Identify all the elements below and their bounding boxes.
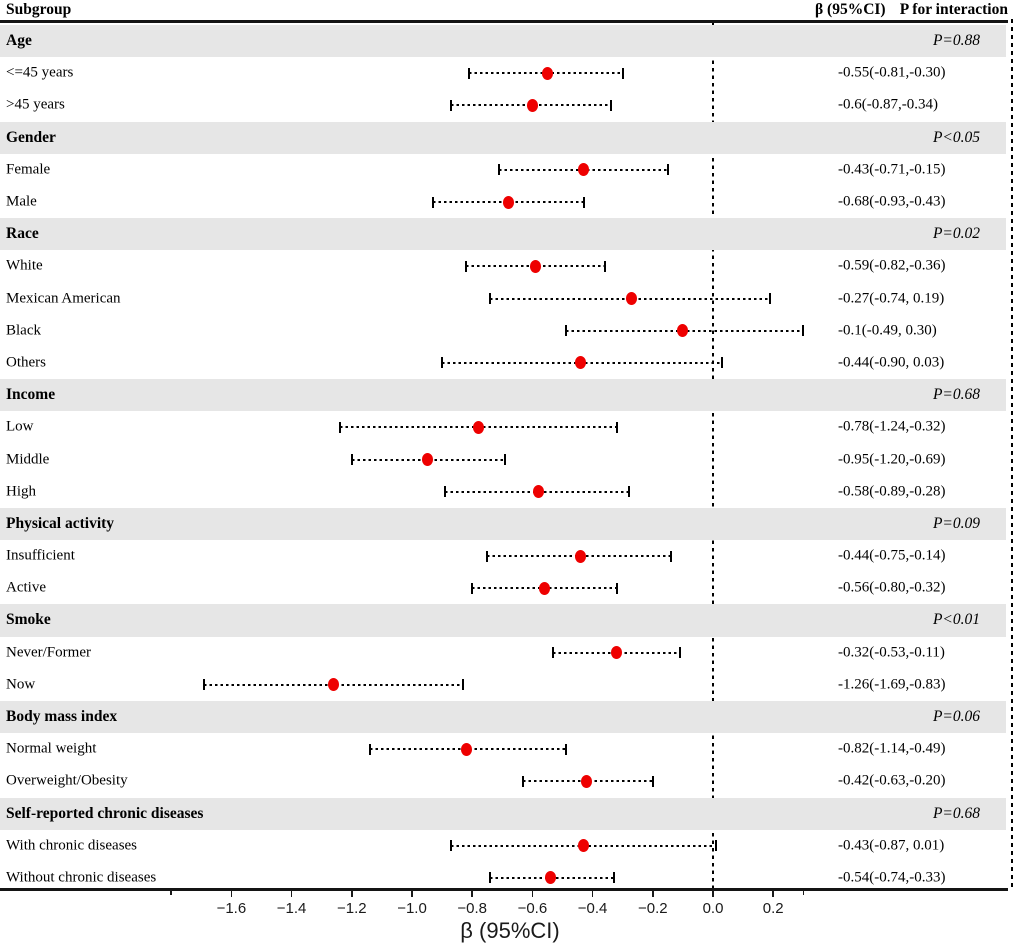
beta-ci-text: -0.44(-0.90, 0.03) (838, 354, 945, 371)
p-interaction-value: P=0.68 (932, 804, 980, 822)
item-row (0, 315, 1020, 347)
item-row (0, 443, 1020, 475)
item-label: Mexican American (6, 290, 121, 307)
section-label: Smoke (6, 611, 51, 629)
effect-estimate-dot (503, 196, 514, 209)
axis-tick-label: −0.4 (577, 900, 608, 917)
ci-end-cap (652, 776, 654, 787)
item-row (0, 733, 1020, 765)
item-label: >45 years (6, 96, 65, 113)
ci-end-cap (450, 100, 452, 111)
forest-rows-container (0, 25, 1020, 894)
item-row (0, 89, 1020, 121)
item-label: Others (6, 354, 46, 371)
axis-tick-label: 0.0 (702, 900, 724, 917)
axis-tick-label: −0.6 (517, 900, 548, 917)
effect-estimate-dot (461, 743, 472, 756)
section-label: Physical activity (6, 514, 115, 532)
beta-ci-text: -0.42(-0.63,-0.20) (838, 772, 946, 789)
effect-estimate-dot (578, 163, 589, 176)
axis-tick-label: −0.2 (637, 900, 668, 917)
beta-ci-text: -0.68(-0.93,-0.43) (838, 193, 946, 210)
ci-end-cap (721, 357, 723, 368)
axis-tick-label: −1.0 (397, 900, 427, 917)
ci-end-cap (583, 197, 585, 208)
effect-estimate-dot (328, 678, 339, 691)
p-interaction-value: P=0.02 (932, 225, 980, 243)
section-row (0, 701, 1006, 733)
item-label: Insufficient (6, 547, 75, 564)
axis-tick-label: −1.4 (276, 900, 307, 917)
ci-end-cap (628, 486, 630, 497)
ci-end-cap (616, 583, 618, 594)
item-label: Never/Former (6, 644, 91, 661)
item-row (0, 669, 1020, 701)
ci-end-cap (450, 840, 452, 851)
item-label: High (6, 483, 36, 500)
axis-base-rule (0, 888, 1008, 891)
effect-estimate-dot (533, 485, 544, 498)
beta-ci-text: -0.44(-0.75,-0.14) (838, 547, 946, 564)
axis-tick-label: −1.2 (336, 900, 367, 917)
section-label: Income (6, 386, 56, 404)
beta-ci-text: -0.55(-0.81,-0.30) (838, 64, 946, 81)
beta-ci-text: -0.43(-0.71,-0.15) (838, 161, 946, 178)
ci-end-cap (610, 100, 612, 111)
ci-end-cap (339, 422, 341, 433)
section-row (0, 508, 1006, 540)
p-interaction-column-header: P for interaction (899, 1, 1008, 18)
p-interaction-value: P=0.06 (932, 708, 980, 726)
section-row (0, 122, 1006, 154)
beta-ci-text: -0.54(-0.74,-0.33) (838, 869, 946, 886)
item-label: With chronic diseases (6, 837, 138, 854)
item-row (0, 476, 1020, 508)
axis-tick-label: −0.8 (457, 900, 487, 917)
ci-end-cap (468, 68, 470, 79)
ci-end-cap (715, 840, 717, 851)
item-label: White (6, 257, 43, 274)
beta-ci-text: -0.27(-0.74, 0.19) (838, 290, 945, 307)
effect-estimate-dot (422, 453, 433, 466)
section-row (0, 798, 1006, 830)
effect-estimate-dot (611, 646, 622, 659)
effect-estimate-dot (575, 356, 586, 369)
beta-ci-text: -0.43(-0.87, 0.01) (838, 837, 945, 854)
item-row (0, 186, 1020, 218)
item-label: Middle (6, 451, 50, 468)
beta-ci-text: -0.56(-0.80,-0.32) (838, 579, 946, 596)
section-label: Self-reported chronic diseases (6, 804, 204, 822)
item-label: Without chronic diseases (6, 869, 157, 886)
ci-end-cap (489, 293, 491, 304)
ci-end-cap (504, 454, 506, 465)
item-row (0, 540, 1020, 572)
ci-end-cap (441, 357, 443, 368)
ci-end-cap (670, 551, 672, 562)
p-interaction-value: P=0.09 (932, 514, 980, 532)
item-label: Active (6, 579, 46, 596)
item-label: Male (6, 193, 37, 210)
ci-end-cap (432, 197, 434, 208)
item-row (0, 283, 1020, 315)
beta-ci-text: -0.32(-0.53,-0.11) (838, 644, 945, 661)
effect-estimate-dot (581, 775, 592, 788)
column-header (0, 0, 1020, 20)
p-interaction-value: P=0.88 (932, 32, 980, 50)
item-label: Female (6, 161, 51, 178)
beta-ci-column-header: β (95%CI) (815, 1, 886, 18)
ci-end-cap (667, 164, 669, 175)
ci-end-cap (769, 293, 771, 304)
ci-end-cap (802, 325, 804, 336)
effect-estimate-dot (527, 99, 538, 112)
effect-estimate-dot (626, 292, 637, 305)
item-label: Low (6, 418, 34, 435)
ci-end-cap (522, 776, 524, 787)
effect-estimate-dot (542, 67, 553, 80)
x-axis-title: β (95%CI) (460, 918, 560, 943)
effect-estimate-dot (578, 839, 589, 852)
beta-ci-text: -1.26(-1.69,-0.83) (838, 676, 946, 693)
effect-estimate-dot (530, 260, 541, 273)
item-label: Black (6, 322, 41, 339)
effect-estimate-dot (575, 550, 586, 563)
beta-ci-text: -0.82(-1.14,-0.49) (838, 740, 946, 757)
item-row (0, 154, 1020, 186)
ci-end-cap (604, 261, 606, 272)
section-label: Body mass index (6, 708, 118, 726)
item-row (0, 637, 1020, 669)
section-row (0, 604, 1006, 636)
effect-estimate-dot (545, 871, 556, 884)
ci-end-cap (444, 486, 446, 497)
item-row (0, 411, 1020, 443)
ci-end-cap (565, 325, 567, 336)
item-row (0, 250, 1020, 282)
axis-tick-label: 0.2 (762, 900, 784, 917)
section-label: Race (6, 225, 39, 243)
ci-end-cap (486, 551, 488, 562)
section-label: Age (6, 32, 32, 50)
effect-estimate-dot (677, 324, 688, 337)
item-label: Now (6, 676, 36, 693)
axis-tick-label: −1.6 (216, 900, 247, 917)
ci-end-cap (679, 647, 681, 658)
item-row (0, 765, 1020, 797)
p-interaction-value: P=0.68 (932, 386, 980, 404)
item-label: <=45 years (6, 64, 74, 81)
ci-end-cap (565, 744, 567, 755)
item-label: Normal weight (6, 740, 97, 757)
ci-end-cap (622, 68, 624, 79)
item-row (0, 830, 1020, 862)
ci-end-cap (351, 454, 353, 465)
item-row (0, 347, 1020, 379)
subgroup-column-header: Subgroup (6, 1, 72, 18)
ci-end-cap (489, 872, 491, 883)
item-row (0, 57, 1020, 89)
ci-end-cap (498, 164, 500, 175)
effect-estimate-dot (473, 421, 484, 434)
ci-end-cap (465, 261, 467, 272)
p-interaction-value: P<0.05 (932, 128, 980, 146)
header-divider-rule (0, 20, 1008, 23)
beta-ci-text: -0.6(-0.87,-0.34) (838, 96, 938, 113)
ci-end-cap (616, 422, 618, 433)
beta-ci-text: -0.58(-0.89,-0.28) (838, 483, 946, 500)
section-row (0, 25, 1006, 57)
beta-ci-text: -0.78(-1.24,-0.32) (838, 418, 946, 435)
item-row (0, 572, 1020, 604)
section-row (0, 218, 1006, 250)
beta-ci-text: -0.59(-0.82,-0.36) (838, 257, 946, 274)
beta-ci-text: -0.95(-1.20,-0.69) (838, 451, 946, 468)
ci-end-cap (203, 679, 205, 690)
ci-end-cap (552, 647, 554, 658)
p-interaction-value: P<0.01 (932, 611, 980, 629)
ci-end-cap (471, 583, 473, 594)
section-label: Gender (6, 128, 56, 146)
beta-ci-text: -0.1(-0.49, 0.30) (838, 322, 937, 339)
ci-end-cap (613, 872, 615, 883)
effect-estimate-dot (539, 582, 550, 595)
item-label: Overweight/Obesity (6, 772, 128, 789)
ci-end-cap (369, 744, 371, 755)
ci-end-cap (462, 679, 464, 690)
section-row (0, 379, 1006, 411)
